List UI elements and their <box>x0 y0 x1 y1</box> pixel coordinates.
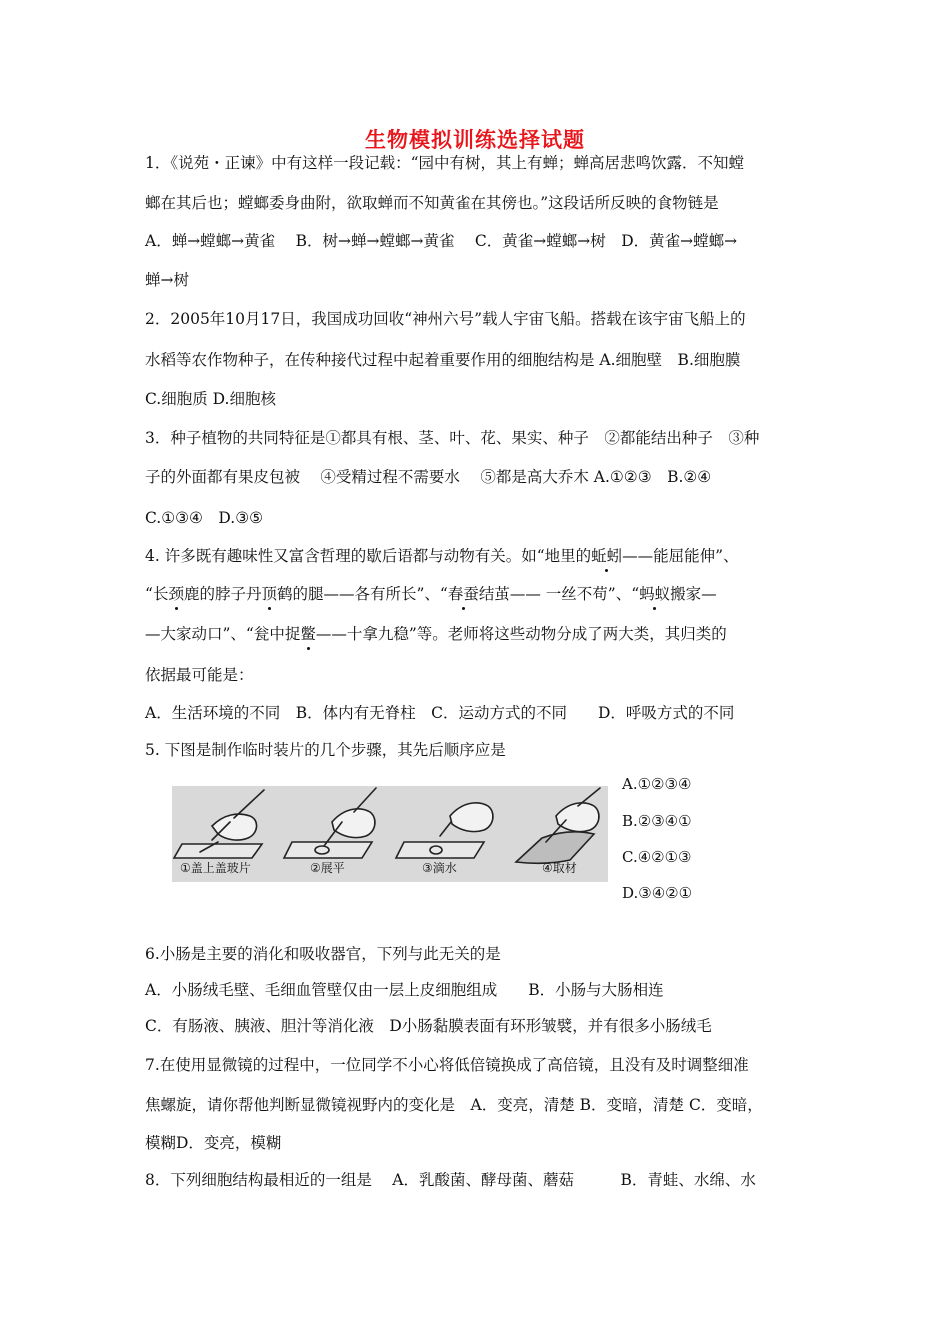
q2-line-2: 水稻等农作物种子，在传种接代过程中起着重要作用的细胞结构是 A.细胞壁 B.细胞膜 <box>145 351 741 369</box>
q4-line-1: 4. 许多既有趣味性又富含哲理的歇后语都与动物有关。如“地里的蚯蚓——能屈能伸”、 <box>145 547 739 565</box>
q3-line-2: 子的外面都有果皮包被 ④受精过程不需要水 ⑤都是高大乔木 A.①②③ B.②④ <box>145 468 712 486</box>
step-4-illustration <box>516 788 600 863</box>
slide-preparation-figure <box>172 786 608 882</box>
q7-line-3: 模糊D．变亮，模糊 <box>145 1134 282 1152</box>
q7-line-2: 焦螺旋，请你帮他判断显微镜视野内的变化是 A．变亮，清楚 B．变暗，清楚 C．变暗， <box>145 1096 763 1114</box>
figure-caption-2: ②展平 <box>310 861 345 875</box>
q1-line-2: 螂在其后也；螳螂委身曲附，欲取蝉而不知黄雀在其傍也。”这段话所反映的食物链是 <box>145 194 719 212</box>
q1-options-cont: 蝉→树 <box>145 271 189 289</box>
q4-line-2: “长颈鹿的脖子丹顶鹤的腿——各有所长”、“春蚕结茧—— 一丝不苟”、“蚂蚁搬家— <box>145 585 717 603</box>
q7-line-1: 7.在使用显微镜的过程中，一位同学不小心将低倍镜换成了高倍镜，且没有及时调整细准 <box>145 1056 749 1074</box>
q4-options-line: A．生活环境的不同 B．体内有无脊柱 C．运动方式的不同 D．呼吸方式的不同 <box>145 704 735 722</box>
q1-line-1: 1．《说苑・正谏》中有这样一段记载：“园中有树，其上有蝉；蝉高居悲鸣饮露．不知螳 <box>145 154 745 172</box>
q4-line-3: —大家动口”、“瓮中捉鳖——十拿九稳”等。老师将这些动物分成了两大类，其归类的 <box>145 625 727 643</box>
figure-caption-3: ③滴水 <box>422 861 457 875</box>
step-1-illustration <box>174 790 264 858</box>
q6-stem: 6.小肠是主要的消化和吸收器官，下列与此无关的是 <box>145 945 501 963</box>
q3-line-3: C.①③④ D.③⑤ <box>145 509 264 527</box>
step-3-illustration <box>396 803 493 858</box>
q5-option-a: A.①②③④ <box>622 775 692 793</box>
q5-option-b: B.②③④① <box>622 812 692 830</box>
q4-line-4: 依据最可能是： <box>145 666 254 684</box>
q5-stem: 5. 下图是制作临时装片的几个步骤，其先后顺序应是 <box>145 741 506 759</box>
q5-option-c: C.④②①③ <box>622 848 692 866</box>
page-title: 生物模拟训练选择试题 <box>365 128 585 152</box>
step-2-illustration <box>284 788 376 858</box>
q3-line-1: 3．种子植物的共同特征是①都具有根、茎、叶、花、果实、种子 ②都能结出种子 ③种 <box>145 429 760 447</box>
q8-line-1: 8．下列细胞结构最相近的一组是 A．乳酸菌、酵母菌、蘑菇 B．青蛙、水绵、水 <box>145 1171 756 1189</box>
q2-line-1: 2．2005年10月17日，我国成功回收“神州六号”载人宇宙飞船。搭载在该宇宙飞船上的 <box>145 310 746 328</box>
q1-options-line: A．蝉→螳螂→黄雀 B．树→蝉→螳螂→黄雀 C．黄雀→螳螂→树 D．黄雀→螳螂→ <box>145 232 738 250</box>
figure-caption-1: ①盖上盖玻片 <box>180 861 251 875</box>
q6-options-line-2: C．有肠液、胰液、胆汁等消化液 D小肠黏膜表面有环形皱襞，并有很多小肠绒毛 <box>145 1017 712 1035</box>
q5-option-d: D.③④②① <box>622 884 693 902</box>
figure-caption-4: ④取材 <box>542 861 577 875</box>
q2-line-3: C.细胞质 D.细胞核 <box>145 390 276 408</box>
q6-options-line-1: A．小肠绒毛壁、毛细血管壁仅由一层上皮细胞组成 B．小肠与大肠相连 <box>145 981 664 999</box>
